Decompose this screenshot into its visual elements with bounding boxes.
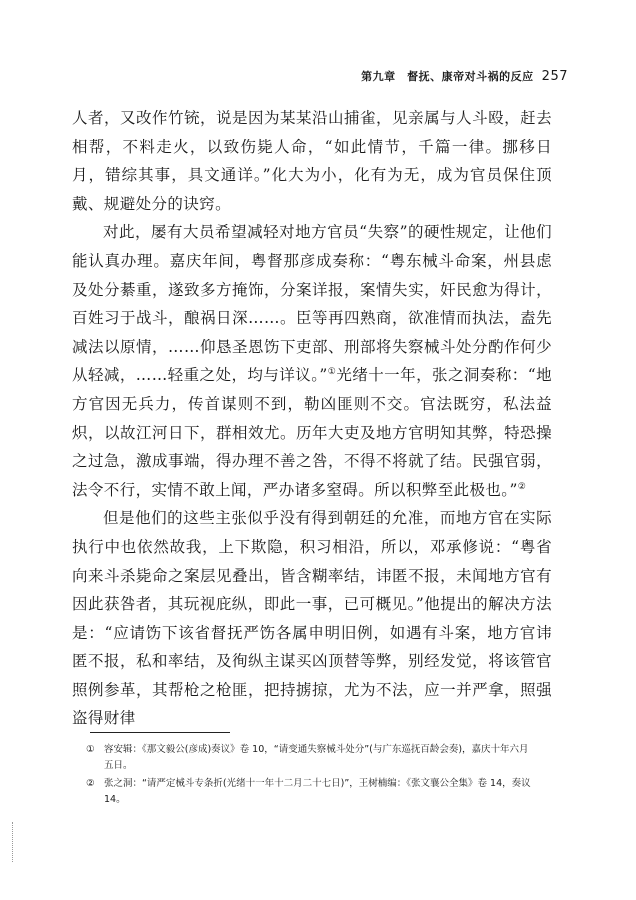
paragraph-3-text: 但是他们的这些主张似乎没有得到朝廷的允准，而地方官在实际执行中也依然故我，上下欺隐，积习相沿，所以，邓承修说：“粤省向来斗杀毙命之案层见叠出，皆含糊率结，讳匿不报，未闻地方官有因此获咎者，其玩视庇纵，即此一事，已可概见。”他提出的解决方法是：“应请饬下该省督抚严饬各属申明旧例，如遇有斗案，地方官讳匿不报，私和率结，及徇纵主谋买凶顶替等弊，别经发觉，将该管官照例参革，其帮枪之枪匪，把持掳掠，尤为不法，应一并严拿，照强盗得财律 bbox=[72, 509, 552, 728]
footnote-1-mark: ① bbox=[86, 744, 95, 755]
running-title: 第九章 督抚、康帝对斗祸的反应 bbox=[361, 70, 534, 83]
paragraph-3 bbox=[72, 504, 552, 733]
footnote-2-mark: ② bbox=[86, 778, 95, 789]
footnote-1-text: 容安辑：《那文毅公(彦成)奏议》卷 10，“请变通失察械斗处分”(与广东巡抚百龄会奏)，嘉庆十年六月五日。 bbox=[104, 744, 529, 771]
footnote-ref-1[interactable]: ① bbox=[327, 367, 337, 378]
paragraph-2-text: 对此，屡有大员希望减轻对地方官员“失察”的硬性规定，让他们能认真办理。嘉庆年间，粤督那彦成奏称：“粤东械斗命案，州县虑及处分綦重，遂致多方掩饰，分案详报，案情失实，奸民愈为得计，百姓习于战斗，酿祸日深……。臣等再四熟商，欲准情而执法，盍先减法以原情，……仰恳圣恩饬下吏部、刑部将失察械斗处分酌作何少从轻减，……轻重之处，均与详议。” bbox=[72, 223, 552, 385]
paragraph-2-continuation: 光绪十一年，张之洞奏称：“地方官因无兵力，传首谋则不到，勒凶匪则不交。官法既穷，私法益炽，以故江河日下，群相效尤。历年大吏及地方官明知其弊，特恐操之过急，激成事端，得办理不善之咎，不得不将就了结。民强官弱，法令不行，实情不敢上闻，严办诸多窒碍。所以积弊至此极也。” bbox=[72, 366, 552, 499]
scan-margin-mark bbox=[12, 822, 15, 862]
running-header bbox=[361, 68, 568, 84]
footnotes bbox=[86, 742, 536, 810]
footnote-2-text: 张之洞：“请严定械斗专条折(光绪十一年十二月二十七日)”，王树楠编：《张文襄公全集》卷 14，奏议 14。 bbox=[104, 778, 531, 805]
footnote-divider bbox=[90, 732, 230, 733]
page-number: 257 bbox=[541, 69, 568, 84]
body-text bbox=[72, 104, 552, 733]
paragraph-1 bbox=[72, 104, 552, 218]
paragraph-2 bbox=[72, 218, 552, 504]
footnote-2 bbox=[86, 776, 536, 807]
footnote-1 bbox=[86, 742, 536, 773]
footnote-ref-2[interactable]: ② bbox=[517, 481, 527, 492]
paragraph-1-text: 人者，又改作竹铳，说是因为某某沿山捕雀，见亲属与人斗殴，赶去相帮，不料走火，以致伤毙人命，“如此情节，千篇一律。挪移日月，错综其事，具文通详。”化大为小，化有为无，成为官员保住顶戴、规避处分的诀窍。 bbox=[72, 109, 552, 213]
